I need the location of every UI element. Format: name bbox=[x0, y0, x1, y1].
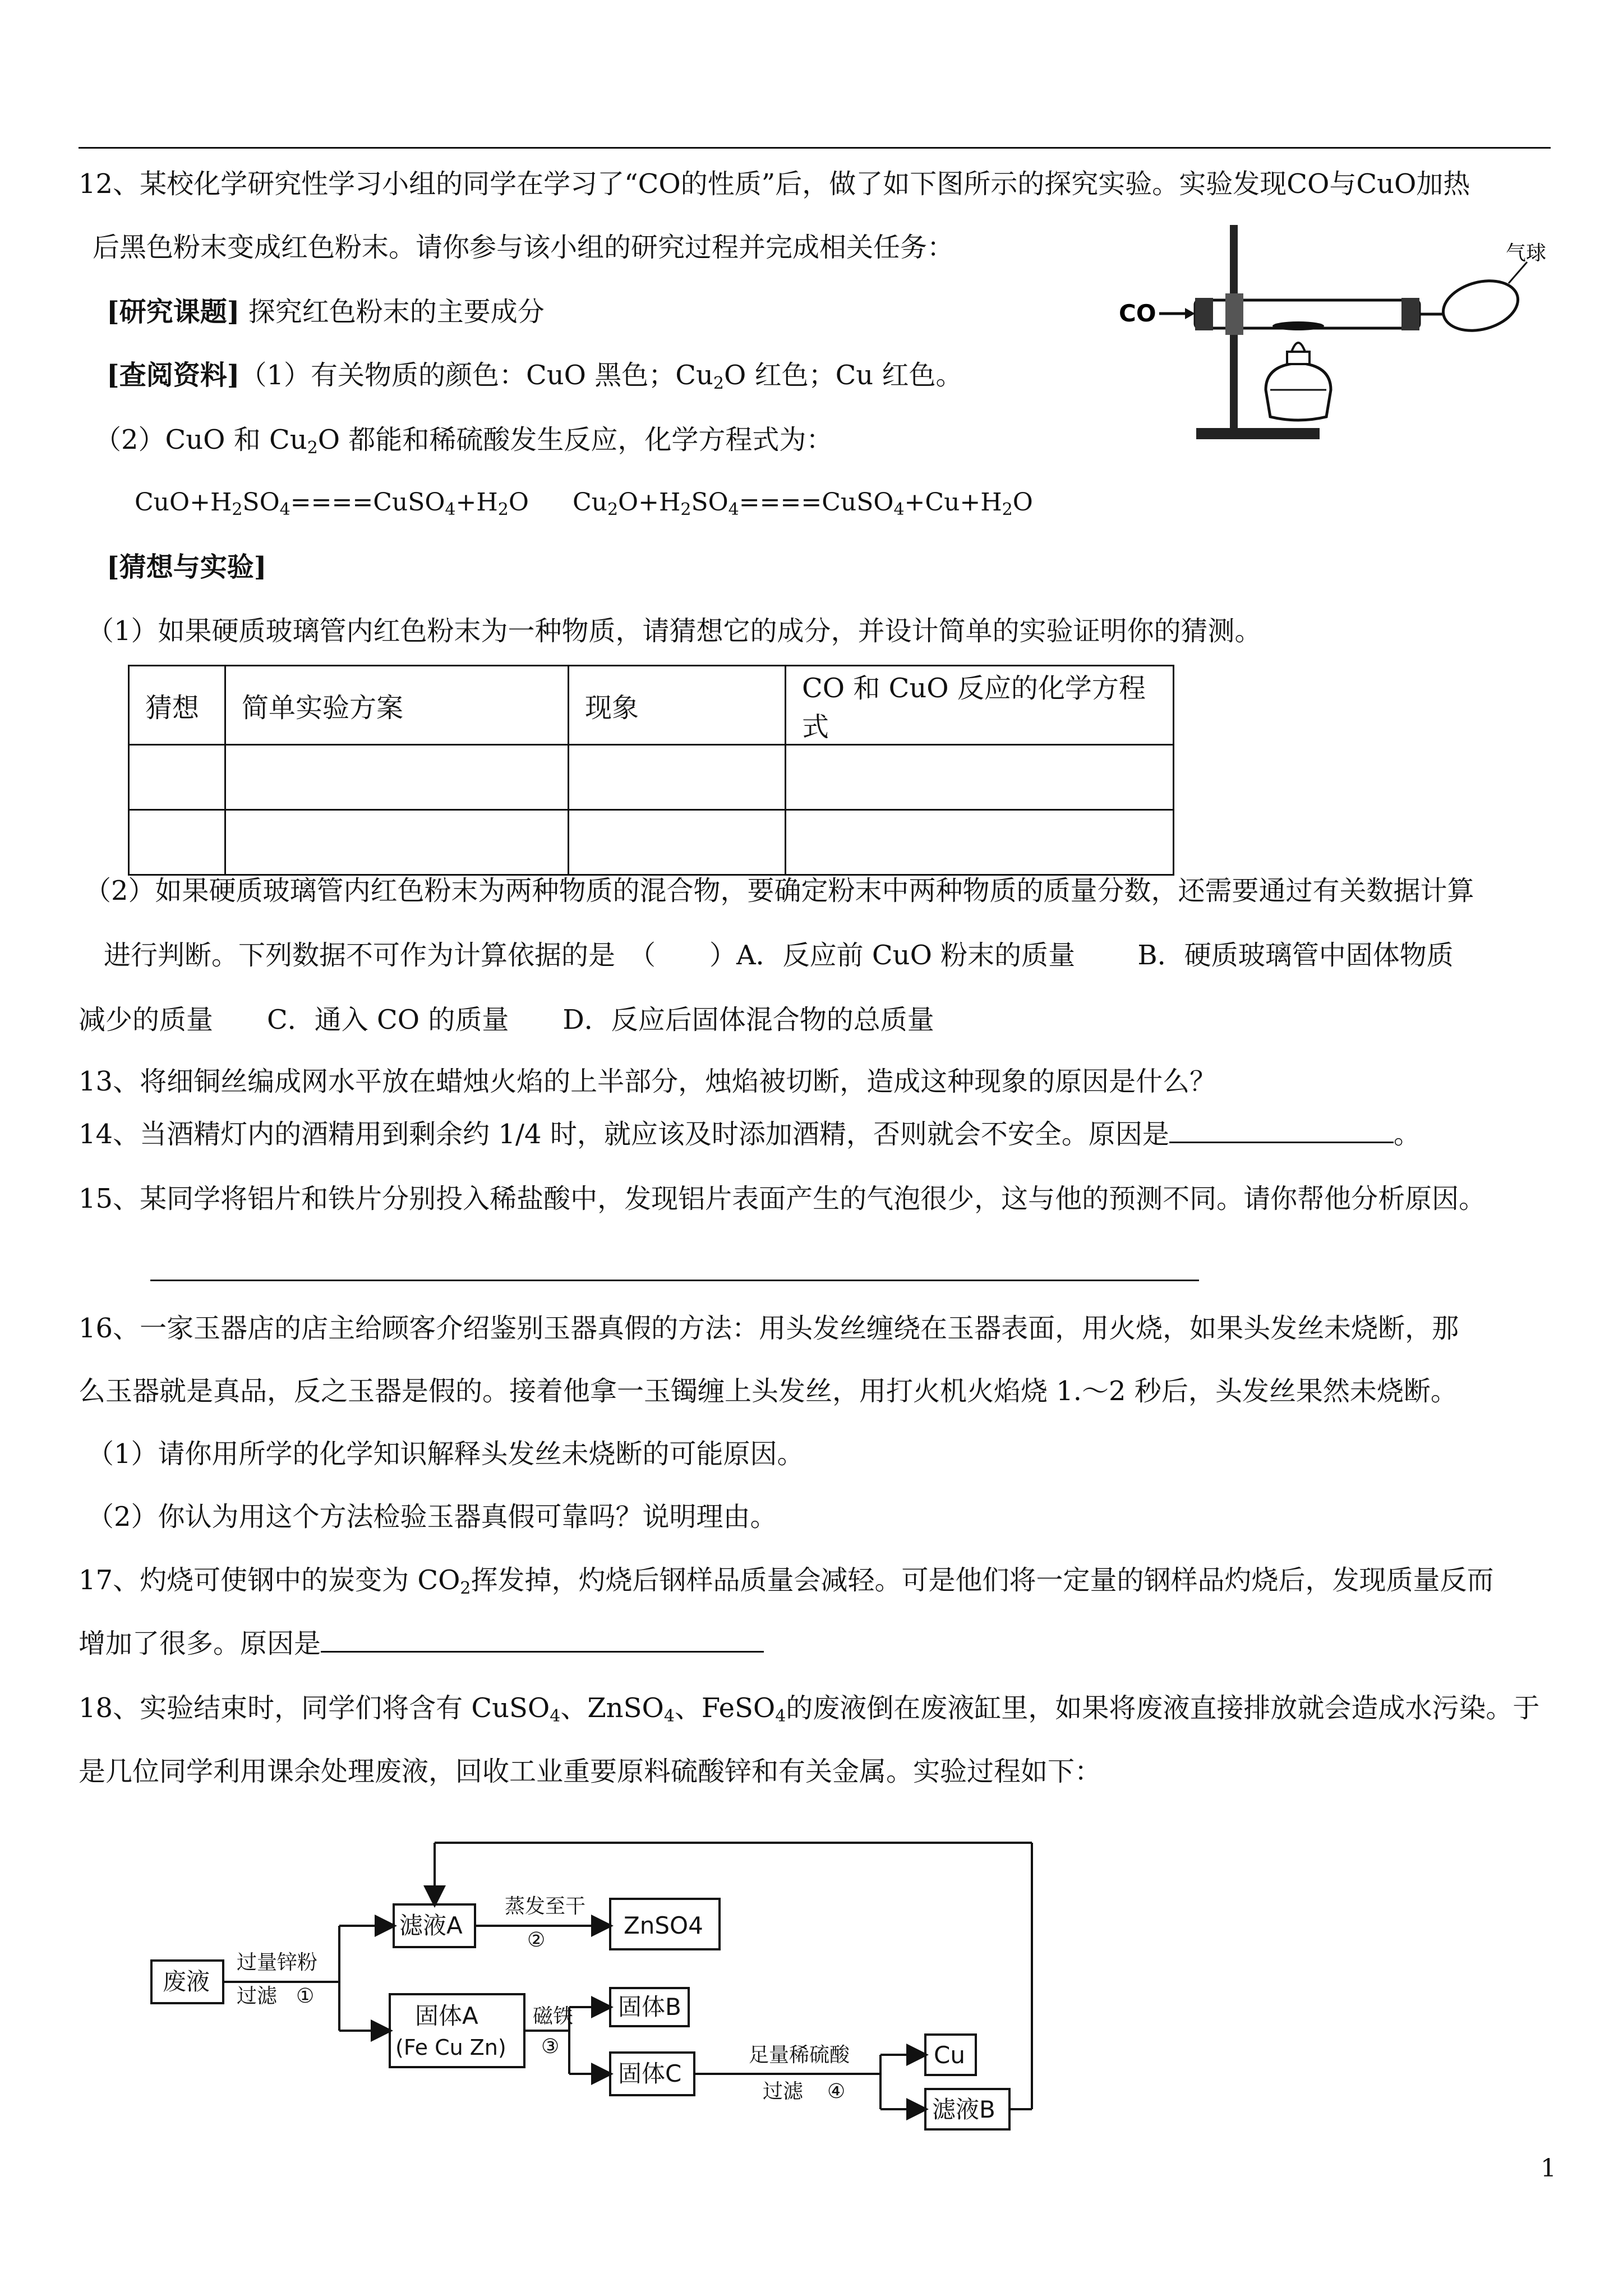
step3-operation: 磁铁 bbox=[533, 2005, 574, 2028]
alcohol-lamp bbox=[1266, 363, 1331, 420]
recovery-flow-diagram bbox=[140, 1834, 1094, 2137]
filtrate-b-label: 滤液B bbox=[932, 2096, 995, 2123]
q14: 14、当酒精灯内的酒精用到剩余约 1/4 时，就应该及时添加酒精，否则就会不安全。原因是 。 bbox=[79, 1119, 1421, 1150]
q12-part2-line1: （2）如果硬质玻璃管内红色粉末为两种物质的混合物，要确定粉末中两种物质的质量分数，还需要通过有关数据计算 bbox=[84, 875, 1474, 907]
q16-sub2: （2）你认为用这个方法检验玉器真假可靠吗？说明理由。 bbox=[87, 1501, 777, 1533]
solid-c-label: 固体C bbox=[618, 2060, 682, 2087]
table-row bbox=[129, 810, 1174, 875]
table-header: 现象 bbox=[569, 666, 786, 745]
filtrate-a-label: 滤液A bbox=[399, 1912, 463, 1939]
table-cell[interactable] bbox=[225, 745, 569, 810]
znso4-label: ZnSO4 bbox=[624, 1912, 703, 1939]
step4-operation: 过滤 bbox=[763, 2080, 804, 2103]
q15-answer-line[interactable] bbox=[150, 1280, 1199, 1281]
table-header: 猜想 bbox=[129, 666, 225, 745]
q12-reference: [查阅资料]（1）有关物质的颜色：CuO 黑色；$Cu_2O$ 红色；Cu 红色。 bbox=[107, 360, 963, 393]
table-cell[interactable] bbox=[569, 810, 786, 875]
q12-topic bbox=[107, 296, 545, 329]
step1-number: ① bbox=[296, 1985, 315, 2008]
balloon bbox=[1437, 273, 1523, 338]
co-cuo-apparatus-figure bbox=[1113, 222, 1551, 446]
table-cell[interactable] bbox=[129, 810, 225, 875]
ref1-text-b: O 红色；Cu 红色。 bbox=[723, 360, 963, 391]
table-header: CO 和 CuO 反应的化学方程式 bbox=[786, 666, 1174, 745]
q17-line2: 增加了很多。原因是 bbox=[79, 1628, 764, 1660]
solid-a-composition: (Fe Cu Zn) bbox=[395, 2035, 506, 2060]
q12-line2: 后黑色粉末变成红色粉末。请你参与该小组的研究过程并完成相关任务： bbox=[93, 232, 955, 263]
q16-sub1: （1）请你用所学的化学知识解释头发丝未烧断的可能原因。 bbox=[87, 1438, 804, 1470]
q12-part1: （1）如果硬质玻璃管内红色粉末为一种物质，请猜想它的成分，并设计简单的实验证明你的猜测。 bbox=[87, 615, 1262, 647]
ref2-text-a: （2）CuO 和 Cu bbox=[94, 424, 307, 455]
q14-text: 14、当酒精灯内的酒精用到剩余约 1/4 时，就应该及时添加酒精，否则就会不安全。原因是 bbox=[79, 1119, 1169, 1150]
step1-operation: 过滤 bbox=[237, 1985, 278, 2008]
table-header-row bbox=[129, 666, 1174, 745]
step1-reagent: 过量锌粉 bbox=[237, 1951, 318, 1974]
table-cell[interactable] bbox=[786, 745, 1174, 810]
q15: 15、某同学将铝片和铁片分别投入稀盐酸中，发现铝片表面产生的气泡很少，这与他的预测不同。请你帮他分析原因。 bbox=[79, 1183, 1486, 1214]
ref-label: [查阅资料] bbox=[107, 360, 240, 391]
table-cell[interactable] bbox=[225, 810, 569, 875]
topic-text: 探究红色粉末的主要成分 bbox=[248, 296, 545, 328]
q12-reference-2: （2）CuO 和 $Cu_2O$ 都能和稀硫酸发生反应，化学方程式为： bbox=[94, 424, 833, 458]
waste-label: 废液 bbox=[163, 1968, 210, 1995]
step3-number: ③ bbox=[541, 2035, 560, 2058]
q12-part2-line3: 减少的质量 C．通入 CO 的质量 D．反应后固体混合物的总质量 bbox=[79, 1004, 934, 1036]
table-cell[interactable] bbox=[569, 745, 786, 810]
co-label: CO bbox=[1119, 300, 1156, 327]
step2-number: ② bbox=[527, 1929, 546, 1952]
q17-line1: 17、灼烧可使钢中的炭变为 $CO_2$挥发掉，灼烧后钢样品质量会减轻。可是他们将一定量的钢样品灼烧后，发现质量反而 bbox=[79, 1565, 1494, 1598]
q12-line1: 12、某校化学研究性学习小组的同学在学习了“CO的性质”后，做了如下图所示的探究实验。实验发现CO与CuO加热 bbox=[79, 168, 1470, 200]
page-number: 1 bbox=[1541, 2154, 1556, 2183]
step4-number: ④ bbox=[827, 2080, 846, 2103]
q16-line1: 16、一家玉器店的店主给顾客介绍鉴别玉器真假的方法：用头发丝缠绕在玉器表面，用火烧，如果头发丝未烧断，那 bbox=[79, 1313, 1459, 1344]
q12-part2-line2: 进行判断。下列数据不可作为计算依据的是 （ ）A．反应前 CuO 粉末的质量 B．硬质玻璃管中固体物质 bbox=[104, 940, 1454, 971]
solid-b-label: 固体B bbox=[618, 1993, 681, 2021]
balloon-label: 气球 bbox=[1506, 242, 1547, 265]
table-cell[interactable] bbox=[786, 810, 1174, 875]
table-header: 简单实验方案 bbox=[225, 666, 569, 745]
q16-line2: 么玉器就是真品，反之玉器是假的。接着他拿一玉镯缠上头发丝，用打火机火焰烧 1.～2 秒后，头发丝果然未烧断。 bbox=[79, 1375, 1458, 1407]
q18-line1: 18、实验结束时，同学们将含有 CuSO$_4$、ZnSO$_4$、FeSO$_4$的废液倒在废液缸里，如果将废液直接排放就会造成水污染。于 bbox=[79, 1692, 1540, 1726]
step2-operation: 蒸发至干 bbox=[505, 1895, 586, 1918]
ref2-text-b: O 都能和稀硫酸发生反应，化学方程式为： bbox=[317, 424, 833, 455]
stand-base bbox=[1196, 428, 1320, 439]
cu-label: Cu bbox=[934, 2041, 965, 2069]
topic-label: [研究课题] bbox=[107, 296, 240, 328]
header-rule bbox=[79, 147, 1551, 149]
experiment-table bbox=[128, 665, 1174, 876]
guess-label: [猜想与实验] bbox=[107, 551, 267, 583]
q17-answer-blank[interactable] bbox=[321, 1651, 764, 1653]
solid-a-label: 固体A bbox=[415, 2002, 478, 2030]
q14-answer-blank[interactable] bbox=[1169, 1142, 1394, 1143]
table-row bbox=[129, 745, 1174, 810]
ref1-text-a: （1）有关物质的颜色：CuO 黑色；Cu bbox=[239, 360, 713, 391]
q18-line2: 是几位同学利用课余处理废液，回收工业重要原料硫酸锌和有关金属。实验过程如下： bbox=[79, 1756, 1102, 1787]
clamp bbox=[1225, 293, 1243, 335]
cuo-powder bbox=[1272, 321, 1324, 330]
q13: 13、将细铜丝编成网水平放在蜡烛火焰的上半部分，烛焰被切断，造成这种现象的原因是什么？ bbox=[79, 1066, 1217, 1097]
step4-reagent: 足量稀硫酸 bbox=[749, 2044, 850, 2067]
q12-equations: $CuO+H_2SO_4====CuSO_4+H_2O$ $Cu_2O+H_2SO_4====CuSO_4+Cu+H_2O$ bbox=[135, 488, 1033, 519]
table-cell[interactable] bbox=[129, 745, 225, 810]
